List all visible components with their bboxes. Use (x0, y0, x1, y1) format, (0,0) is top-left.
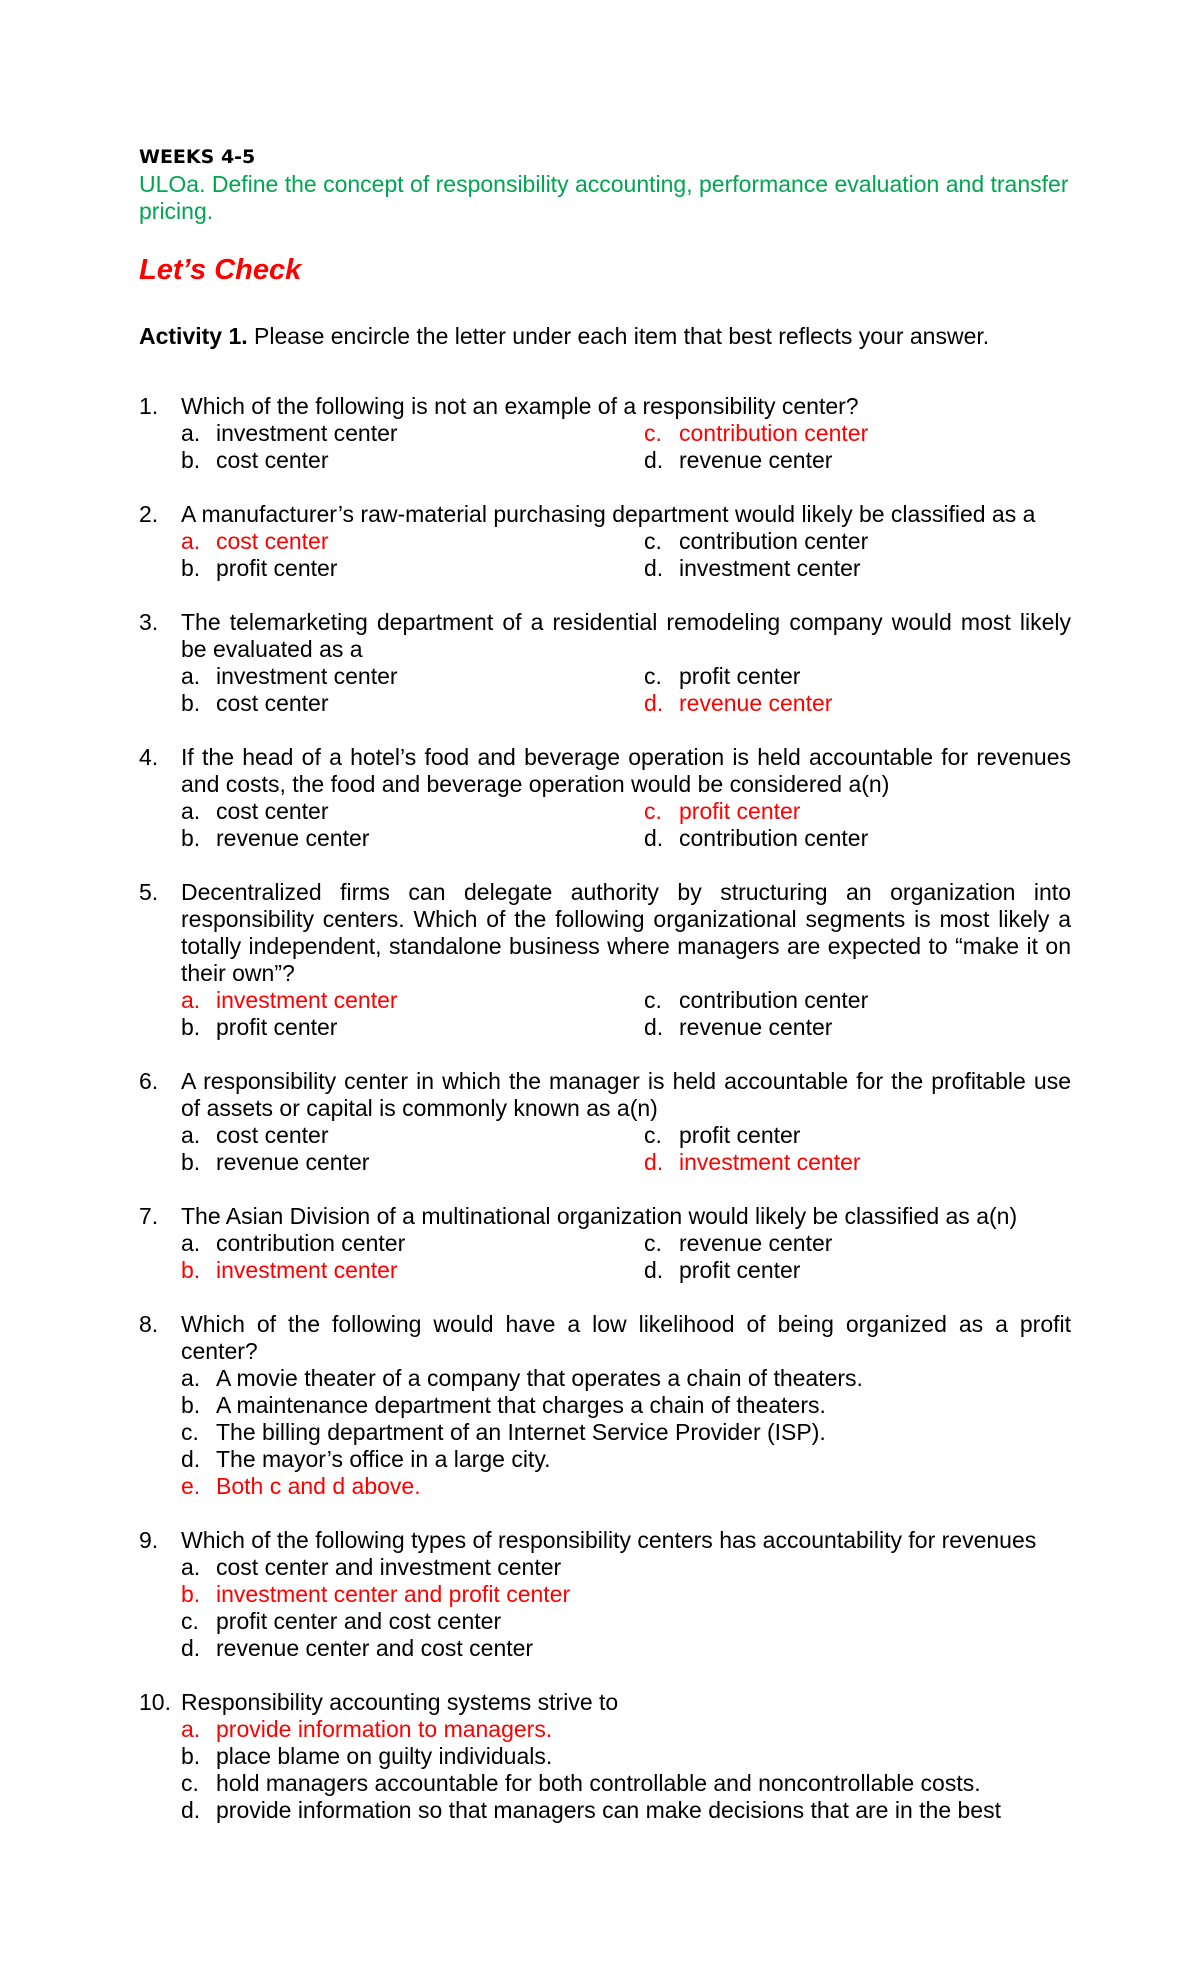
option-b[interactable]: b. profit center (181, 555, 338, 581)
option-a[interactable]: a. investment center (181, 663, 398, 689)
option-b[interactable]: b. A maintenance department that charges a chain of theaters. (181, 1392, 826, 1418)
question-5 (139, 879, 1071, 1041)
question-number: 1. (139, 393, 159, 419)
question-stem: The Asian Division of a multinational organization would likely be classified as a(n) (181, 1203, 1018, 1229)
option-c[interactable]: c. hold managers accountable for both controllable and noncontrollable costs. (181, 1770, 981, 1796)
option-c[interactable]: c. revenue center (644, 1230, 833, 1256)
option-c[interactable]: c. profit center and cost center (181, 1608, 502, 1634)
option-c[interactable]: c. contribution center (644, 987, 869, 1013)
question-number: 9. (139, 1527, 159, 1553)
option-d[interactable]: d. investment center (644, 1149, 861, 1175)
question-stem: Which of the following types of responsibility centers has accountability for revenues (181, 1527, 1037, 1553)
option-b[interactable]: b. place blame on guilty individuals. (181, 1743, 553, 1769)
section-title: Let’s Check (139, 254, 302, 286)
question-stem: Responsibility accounting systems strive to (181, 1689, 619, 1715)
question-number: 2. (139, 501, 159, 527)
question-number: 7. (139, 1203, 159, 1229)
option-d[interactable]: d. revenue center (644, 690, 833, 716)
question-7 (139, 1203, 1071, 1284)
option-c[interactable]: c. profit center (644, 663, 801, 689)
question-number: 6. (139, 1068, 159, 1094)
question-stem: Which of the following would have a low likelihood of being organized as a profit center? (181, 1311, 1071, 1364)
option-d[interactable]: d. revenue center (644, 1014, 833, 1040)
option-d[interactable]: d. profit center (644, 1257, 801, 1283)
option-a[interactable]: a. cost center (181, 528, 329, 554)
question-number: 8. (139, 1311, 159, 1337)
question-3 (139, 609, 1071, 717)
question-8 (139, 1311, 1071, 1500)
option-a[interactable]: a. contribution center (181, 1230, 406, 1256)
option-b[interactable]: b. cost center (181, 447, 329, 473)
question-number: 3. (139, 609, 159, 635)
option-b[interactable]: b. cost center (181, 690, 329, 716)
option-d[interactable]: d. contribution center (644, 825, 869, 851)
question-number: 10. (139, 1689, 171, 1715)
option-b[interactable]: b. revenue center (181, 1149, 370, 1175)
question-4 (139, 744, 1071, 852)
option-a[interactable]: a. cost center and investment center (181, 1554, 562, 1580)
option-a[interactable]: a. cost center (181, 1122, 329, 1148)
question-number: 4. (139, 744, 159, 770)
question-stem: Decentralized firms can delegate authority by structuring an organization into responsibility centers. Which of the following organizational segments is most likely a totally independent, standalone business where managers are expected to “make it on their own”? (181, 879, 1071, 986)
option-d[interactable]: d. The mayor’s office in a large city. (181, 1446, 551, 1472)
option-a[interactable]: a. A movie theater of a company that operates a chain of theaters. (181, 1365, 863, 1391)
learning-objective: ULOa. Define the concept of responsibility accounting, performance evaluation and transfer pricing. (139, 171, 1069, 224)
question-1 (139, 393, 1071, 474)
activity-label: Activity 1. (139, 323, 248, 349)
option-b[interactable]: b. investment center and profit center (181, 1581, 571, 1607)
question-2 (139, 501, 1071, 582)
option-a[interactable]: a. cost center (181, 798, 329, 824)
option-c[interactable]: c. profit center (644, 798, 801, 824)
question-stem: Which of the following is not an example of a responsibility center? (181, 393, 859, 419)
option-b[interactable]: b. profit center (181, 1014, 338, 1040)
option-a[interactable]: a. provide information to managers. (181, 1716, 553, 1742)
option-c[interactable]: c. The billing department of an Internet Service Provider (ISP). (181, 1419, 826, 1445)
option-c[interactable]: c. contribution center (644, 420, 869, 446)
option-b[interactable]: b. revenue center (181, 825, 370, 851)
question-number: 5. (139, 879, 159, 905)
option-c[interactable]: c. contribution center (644, 528, 869, 554)
option-b[interactable]: b. investment center (181, 1257, 398, 1283)
weeks-heading: WEEKS 4-5 (139, 146, 256, 168)
question-9 (139, 1527, 1071, 1662)
question-stem: A responsibility center in which the manager is held accountable for the profitable use of assets or capital is commonly known as a(n) (181, 1068, 1071, 1121)
question-6 (139, 1068, 1071, 1176)
option-d[interactable]: d. revenue center and cost center (181, 1635, 534, 1661)
question-10 (139, 1689, 1071, 1824)
option-e[interactable]: e. Both c and d above. (181, 1473, 421, 1499)
activity-text: Please encircle the letter under each item that best reflects your answer. (247, 323, 990, 349)
question-stem: A manufacturer’s raw-material purchasing department would likely be classified as a (181, 501, 1036, 527)
activity-instruction (139, 323, 989, 350)
question-stem: The telemarketing department of a residential remodeling company would most likely be evaluated as a (181, 609, 1071, 662)
option-a[interactable]: a. investment center (181, 420, 398, 446)
option-d[interactable]: d. revenue center (644, 447, 833, 473)
question-stem: If the head of a hotel’s food and beverage operation is held accountable for revenues and costs, the food and beverage operation would be considered a(n) (181, 744, 1071, 797)
option-d[interactable]: d. investment center (644, 555, 861, 581)
option-d[interactable]: d. provide information so that managers can make decisions that are in the best (181, 1797, 1001, 1823)
option-c[interactable]: c. profit center (644, 1122, 801, 1148)
option-a[interactable]: a. investment center (181, 987, 398, 1013)
